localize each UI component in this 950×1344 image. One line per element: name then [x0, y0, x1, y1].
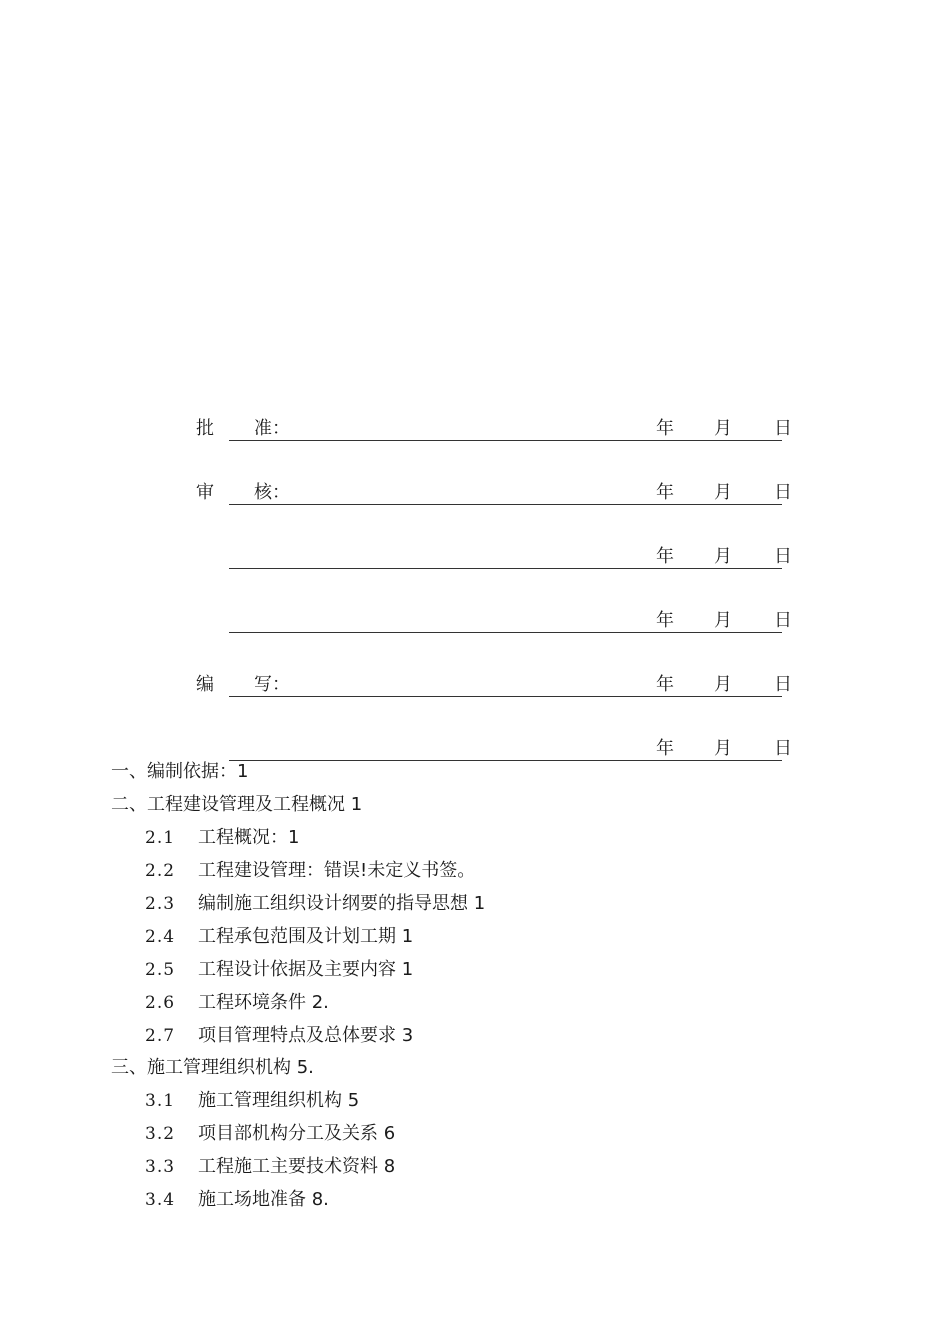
- toc-item-number: 2.4: [145, 927, 176, 947]
- toc-item-text: 施工场地准备 8.: [198, 1189, 329, 1210]
- signature-suffix: 核：: [254, 482, 290, 503]
- date-year-label: 年: [656, 610, 674, 631]
- date-year-label: 年: [656, 546, 674, 567]
- date-day-label: 日: [774, 610, 792, 631]
- date-year-label: 年: [656, 738, 674, 759]
- signature-role: 批: [196, 418, 214, 439]
- toc-item-number: 2.3: [145, 894, 176, 914]
- date-month-label: 月: [714, 738, 732, 759]
- date-day-label: 日: [774, 738, 792, 759]
- signature-role: 编: [196, 674, 214, 695]
- toc-item-text: 工程概况：1: [198, 827, 300, 848]
- signature-suffix: 准：: [254, 418, 290, 439]
- toc-item-text: 工程设计依据及主要内容 1: [198, 959, 414, 980]
- toc-item-text: 项目部机构分工及关系 6: [198, 1123, 396, 1144]
- toc-item-number: 3.3: [145, 1157, 176, 1177]
- signature-row-blank-1: [0, 545, 950, 575]
- toc-item-text: 编制施工组织设计纲要的指导思想 1: [198, 893, 486, 914]
- date-year-label: 年: [656, 482, 674, 503]
- date-year-label: 年: [656, 418, 674, 439]
- date-month-label: 月: [714, 418, 732, 439]
- signature-line: [229, 504, 782, 505]
- toc-item-number: 2.1: [145, 828, 176, 848]
- toc-section-3[interactable]: 三、施工管理组织机构 5.: [111, 1057, 314, 1078]
- signature-suffix: 写：: [254, 674, 290, 695]
- signature-row-blank-2: [0, 609, 950, 639]
- date-year-label: 年: [656, 674, 674, 695]
- toc-item-number: 3.1: [145, 1091, 176, 1111]
- date-day-label: 日: [774, 546, 792, 567]
- toc-item-text: 项目管理特点及总体要求 3: [198, 1025, 414, 1046]
- signature-line: [229, 440, 782, 441]
- signature-row-review: [0, 481, 950, 511]
- signature-line: [229, 760, 782, 761]
- signature-row-approve: [0, 417, 950, 447]
- signature-row-compile: [0, 673, 950, 703]
- toc-item-number: 3.2: [145, 1124, 176, 1144]
- signature-line: [229, 568, 782, 569]
- toc-section-1[interactable]: 一、编制依据：1: [111, 761, 249, 782]
- toc-item-text: 工程建设管理：错误!未定义书签。: [198, 860, 476, 881]
- signature-line: [229, 696, 782, 697]
- date-month-label: 月: [714, 674, 732, 695]
- toc-item-text: 工程施工主要技术资料 8: [198, 1156, 396, 1177]
- toc-item-number: 3.4: [145, 1190, 176, 1210]
- date-day-label: 日: [774, 418, 792, 439]
- toc-item-text: 工程环境条件 2.: [198, 992, 329, 1013]
- date-month-label: 月: [714, 546, 732, 567]
- toc-item-text: 施工管理组织机构 5: [198, 1090, 360, 1111]
- signature-line: [229, 632, 782, 633]
- toc-section-2[interactable]: 二、工程建设管理及工程概况 1: [111, 794, 363, 815]
- toc-item-number: 2.6: [145, 993, 176, 1013]
- toc-item-number: 2.7: [145, 1026, 176, 1046]
- toc-item-number: 2.5: [145, 960, 176, 980]
- date-day-label: 日: [774, 674, 792, 695]
- date-month-label: 月: [714, 482, 732, 503]
- date-day-label: 日: [774, 482, 792, 503]
- toc-item-number: 2.2: [145, 861, 176, 881]
- toc-item-text: 工程承包范围及计划工期 1: [198, 926, 414, 947]
- date-month-label: 月: [714, 610, 732, 631]
- signature-role: 审: [196, 482, 214, 503]
